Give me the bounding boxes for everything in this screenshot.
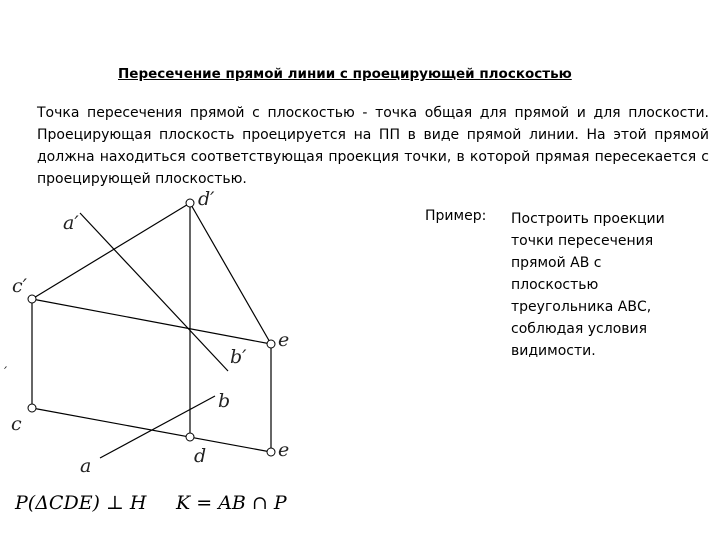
point-c [28, 404, 36, 412]
point-e [267, 448, 275, 456]
label-e-prime: e [278, 329, 290, 351]
label-a: a [80, 455, 92, 477]
point-e-prime [267, 340, 275, 348]
point-d [186, 433, 194, 441]
label-b: b [218, 390, 231, 412]
edge-d-prime-e-prime [190, 203, 271, 344]
page-title: Пересечение прямой линии с проецирующей плоскостью [118, 66, 572, 82]
label-b-prime: b′ [230, 346, 247, 368]
label-d-prime: d′ [198, 188, 215, 210]
label-d: d [194, 445, 207, 467]
point-c-prime [28, 295, 36, 303]
label-a-prime: a′ [63, 212, 79, 234]
line-a-prime-b-prime [80, 213, 228, 371]
explanation-paragraph: Точка пересечения прямой с плоскостью - точка общая для прямой и для плоскости. Проецирующая плоскость проецируется на ПП в виде прямой линии. На этой прямой должна находиться соответствующая проекция точки, в которой прямая пересекается с проецирующей плоскостью. [37, 105, 709, 187]
point-d-prime [186, 199, 194, 207]
edge-c-prime-e-prime [32, 299, 271, 344]
edge-c-prime-d-prime [32, 203, 190, 299]
label-c-prime: c′ [12, 275, 27, 297]
formula-plane-perpendicular: P(ΔCDE) ⊥ H [15, 492, 147, 514]
example-text: Построить проекции точки пересечения прямой АВ с плоскостью треугольника АВС, соблюдая условия видимости. [511, 211, 665, 359]
label-c: c [11, 413, 22, 435]
formula-intersection-point: K = AB ∩ P [176, 492, 287, 514]
label-e: e [278, 439, 290, 461]
example-label: Пример: [425, 208, 487, 224]
stray-mark: ′ [4, 365, 8, 381]
